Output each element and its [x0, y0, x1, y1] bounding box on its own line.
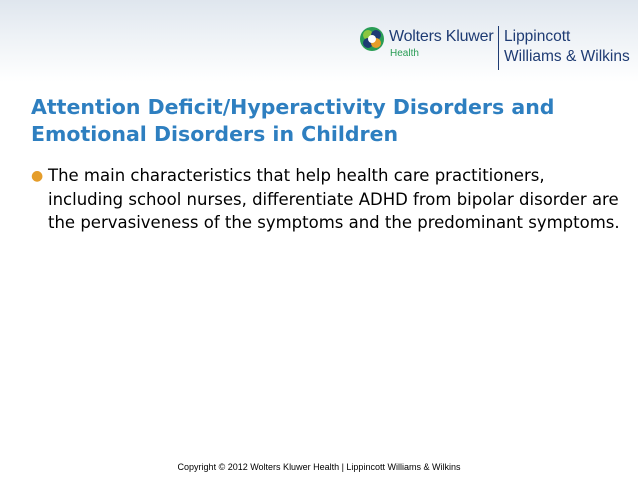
wolters-kluwer-logo-mark-icon	[359, 26, 385, 52]
logo-imprint-line1: Lippincott	[504, 28, 571, 45]
bullet-item	[31, 164, 621, 235]
logo-imprint-line2: Williams & Wilkins	[504, 48, 630, 65]
publisher-logo	[359, 24, 635, 74]
logo-division-name: Health	[390, 48, 419, 59]
slide-title: Attention Deficit/Hyperactivity Disorders and Emotional Disorders in Children	[31, 95, 555, 146]
logo-company-name: Wolters Kluwer	[389, 28, 494, 45]
bullet-dot-icon: ●	[31, 168, 44, 184]
copyright-footer: Copyright © 2012 Wolters Kluwer Health | Lippincott Williams & Wilkins	[177, 462, 461, 472]
bullet-text: The main characteristics that help health care practitioners, including school nurses, differentiate ADHD from bipolar disorder are the pervasiveness of the symptoms and the predominant symptoms.	[48, 166, 620, 232]
logo-divider	[498, 26, 499, 70]
slide-content	[31, 164, 621, 235]
